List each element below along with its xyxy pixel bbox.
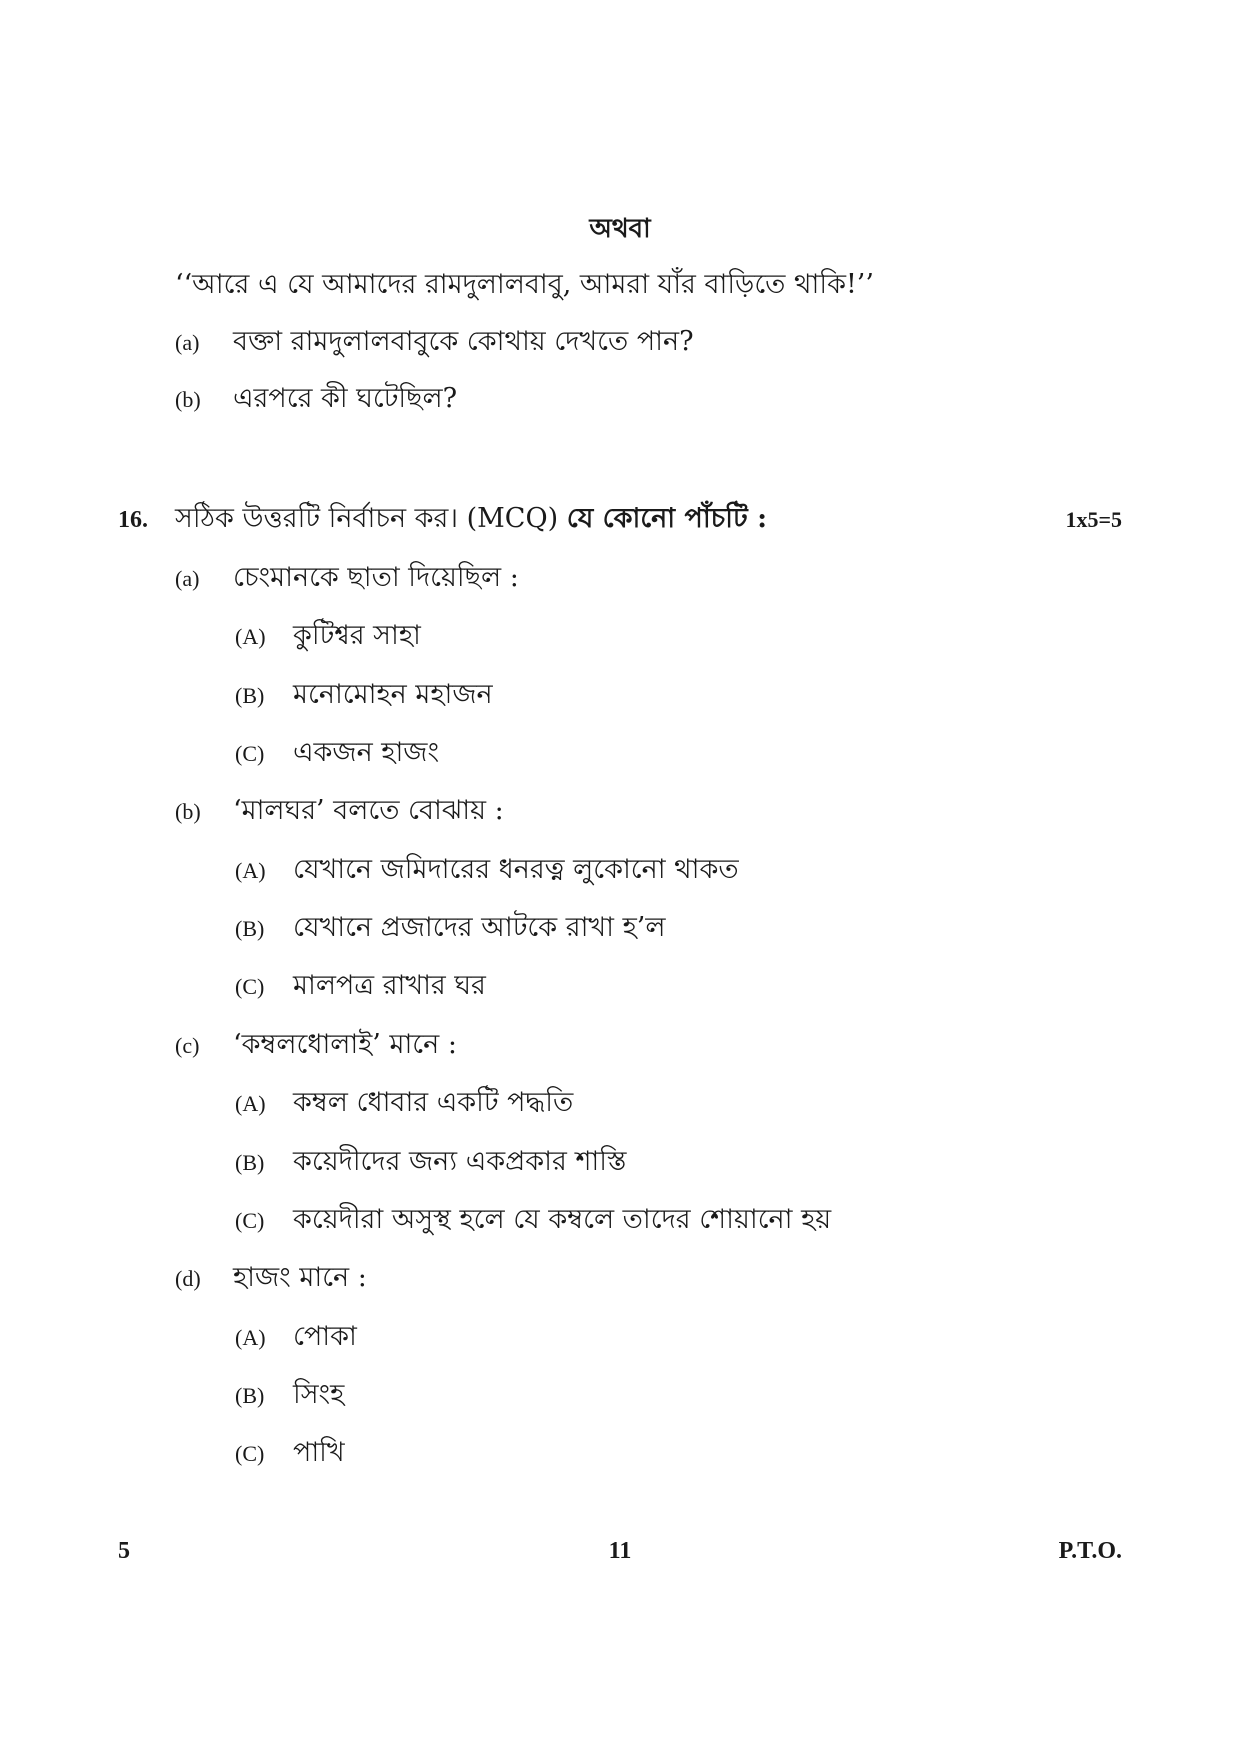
item-stem: ‘মালঘর’ বলতে বোঝায় : [233,795,504,826]
option-label: (A) [235,858,266,883]
mcq-item-b [175,794,504,829]
item-stem: চেংমানকে ছাতা দিয়েছিল : [233,562,519,593]
option-text: পাখি [293,1437,345,1468]
item-label: (c) [175,1033,200,1058]
option [235,1436,345,1471]
page-number: 11 [608,1538,632,1564]
option-label: (C) [235,741,265,766]
item-label: (d) [175,1266,201,1291]
option-text: কম্বল ধোবার একটি পদ্ধতি [293,1087,574,1118]
quote-question-a [175,325,694,360]
option-label: (C) [235,1208,265,1233]
option-text: কুটিশ্বর সাহা [293,620,421,651]
option-label: (A) [235,1091,266,1116]
option-text: যেখানে প্রজাদের আটকে রাখা হ’ল [293,912,666,943]
option [235,969,486,1004]
question-number: 16. [118,507,148,533]
option-text: মনোমোহন মহাজন [293,679,493,710]
alternative-heading: অথবা [589,214,651,244]
option [235,1320,357,1355]
option [235,853,739,888]
option-text: যেখানে জমিদারের ধনরত্ন লুকোনো থাকত [293,854,739,885]
option [235,619,421,654]
item-label: (b) [175,799,201,824]
option-text: কয়েদীরা অসুস্থ হলে যে কম্বলে তাদের শোয়ানো হয় [293,1204,832,1235]
option-label: (C) [235,1441,265,1466]
option [235,736,439,771]
option-label: (B) [235,916,265,941]
footer-code: 5 [118,1538,130,1564]
question-instruction-bold: যে কোনো পাঁচটি : [566,503,768,534]
mcq-item-c [175,1028,457,1063]
option-text: কয়েদীদের জন্য একপ্রকার শাস্তি [293,1146,627,1177]
please-turn-over: P.T.O. [1058,1538,1122,1564]
question-label: (b) [175,387,201,412]
mcq-item-a [175,561,519,596]
question-16-text [175,502,767,536]
option-label: (B) [235,1383,265,1408]
marks: 1x5=5 [1065,507,1122,532]
option [235,1086,573,1121]
question-text: বক্তা রামদুলালবাবুকে কোথায় দেখতে পান? [233,326,694,357]
option-label: (A) [235,624,266,649]
option-text: একজন হাজং [293,737,440,768]
question-text: এরপরে কী ঘটেছিল? [233,383,458,414]
mcq-item-d [175,1261,367,1296]
option-label: (B) [235,1150,265,1175]
option [235,1145,626,1180]
option-label: (A) [235,1325,266,1350]
option [235,1203,831,1238]
quoted-passage: ‘‘আরে এ যে আমাদের রামদুলালবাবু, আমরা যাঁর বাড়িতে থাকি!’’ [175,269,874,300]
quote-question-b [175,382,457,417]
question-instruction: সঠিক উত্তরটি নির্বাচন কর। (MCQ) [175,503,559,534]
option-text: মালপত্র রাখার ঘর [293,970,486,1001]
option-text: সিংহ [293,1379,345,1410]
option-text: পোকা [293,1321,357,1352]
option [235,678,493,713]
item-stem: ‘কম্বলধোলাই’ মানে : [233,1029,457,1060]
item-stem: হাজং মানে : [233,1262,367,1293]
option-label: (C) [235,974,265,999]
option-label: (B) [235,683,265,708]
option [235,1378,344,1413]
option [235,911,665,946]
question-label: (a) [175,330,200,355]
item-label: (a) [175,566,200,591]
